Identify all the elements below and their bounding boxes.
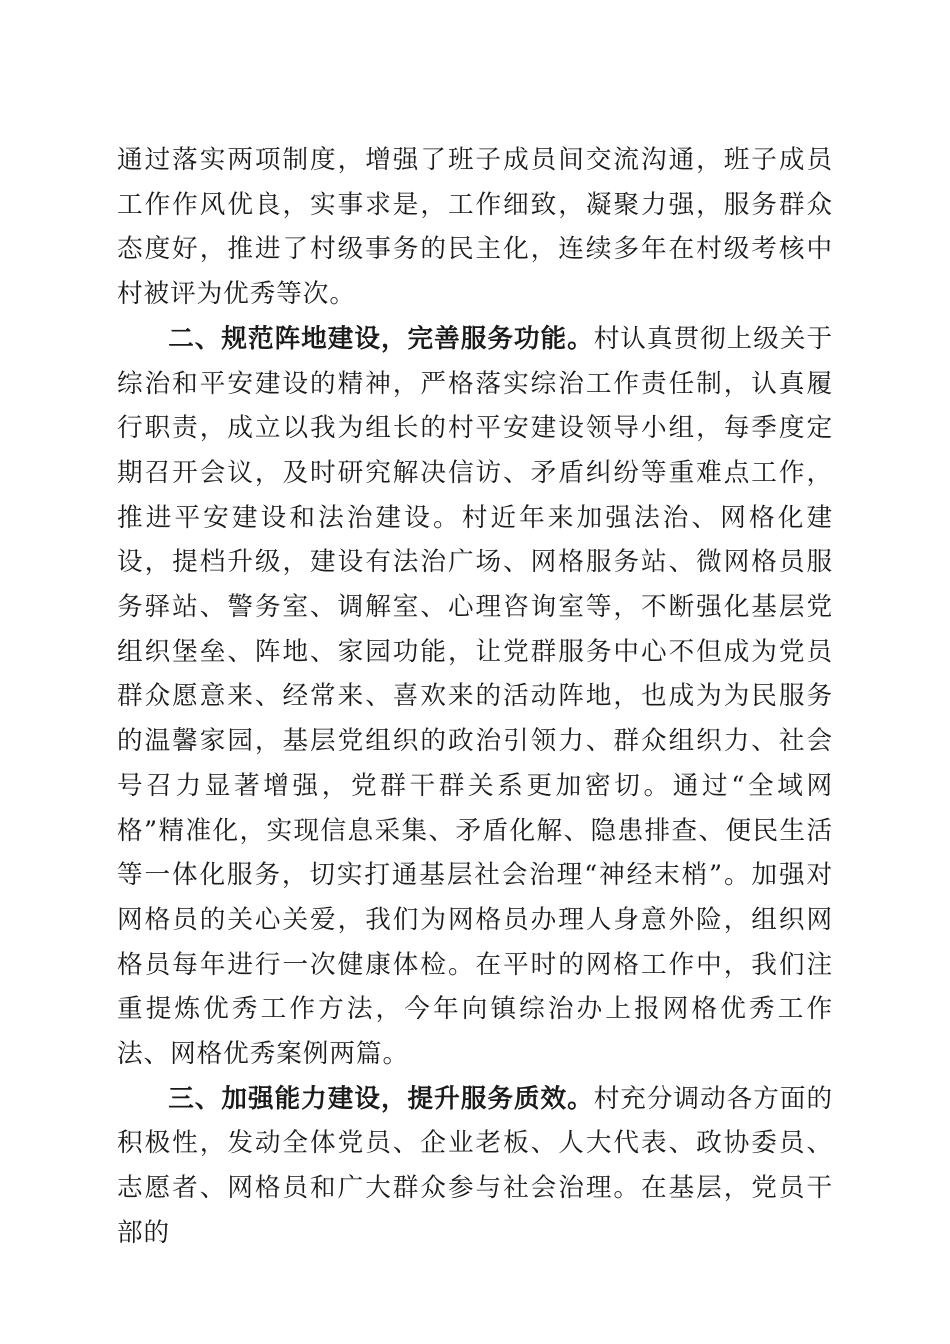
document-body (117, 138, 833, 1256)
paragraph-1 (117, 138, 833, 317)
paragraph-3 (117, 1077, 833, 1256)
paragraph-3-text: 村充分调动各方面的积极性，发动全体党员、企业老板、人大代表、政协委员、志愿者、网格员和广大群众参与社会治理。在基层，党员干部的 (117, 1083, 833, 1248)
paragraph-2-text: 村认真贯彻上级关于综治和平安建设的精神，严格落实综治工作责任制，认真履行职责，成立以我为组长的村平安建设领导小组，每季度定期召开会议，及时研究解决信访、矛盾纠纷等重难点工作，推进平安建设和法治建设。村近年来加强法治、网格化建设，提档升级，建设有法治广场、网格服务站、微网格员服务驿站、警务室、调解室、心理咨询室等，不断强化基层党组织堡垒、阵地、家园功能，让党群服务中心不但成为党员群众愿意来、经常来、喜欢来的活动阵地，也成为为民服务的温馨家园，基层党组织的政治引领力、群众组织力、社会号召力显著增强，党群干群关系更加密切。通过“全域网格”精准化，实现信息采集、矛盾化解、隐患排查、便民生活等一体化服务，切实打通基层社会治理“神经末梢”。加强对网格员的关心关爱，我们为网格员办理人身意外险，组织网格员每年进行一次健康体检。在平时的网格工作中，我们注重提炼优秀工作方法，今年向镇综治办上报网格优秀工作法、网格优秀案例两篇。 (117, 323, 833, 1070)
paragraph-1-text: 通过落实两项制度，增强了班子成员间交流沟通，班子成员工作作风优良，实事求是，工作细致，凝聚力强，服务群众态度好，推进了村级事务的民主化，连续多年在村级考核中村被评为优秀等次。 (117, 145, 833, 310)
section-heading-3: 三、加强能力建设，提升服务质效。 (168, 1083, 594, 1114)
section-heading-2: 二、规范阵地建设，完善服务功能。 (168, 323, 594, 354)
paragraph-2 (117, 317, 833, 1077)
